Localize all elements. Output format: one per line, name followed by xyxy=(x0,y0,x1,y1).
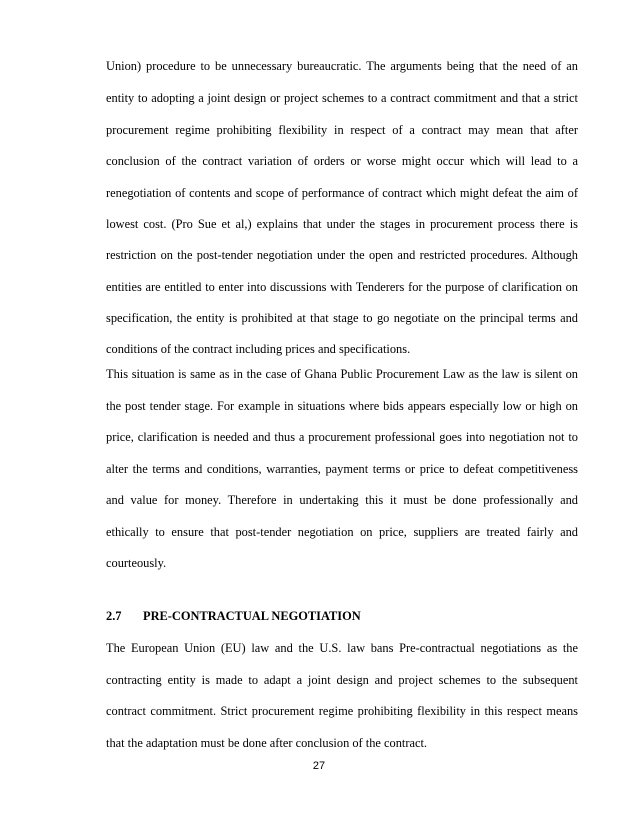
paragraph-1-line-1: Union) procedure to be unnecessary bureaucratic. The arguments being that the need of an xyxy=(106,59,578,73)
paragraph-2-line-1: This situation is same as in the case of Ghana Public Procurement Law as the law is silent on xyxy=(106,367,578,381)
paragraph-2-line-7: courteously. xyxy=(106,556,167,570)
paragraph-1-line-6: lowest cost. (Pro Sue et al,) explains that under the stages in procurement process there is xyxy=(106,217,578,231)
paragraph-2-line-2: the post tender stage. For example in situations where bids appears especially low or high on xyxy=(106,399,578,413)
paragraph-1-line-9: specification, the entity is prohibited at that stage to go negotiate on the principal terms and xyxy=(106,311,578,325)
paragraph-1-line-3: procurement regime prohibiting flexibility in respect of a contract may mean that after xyxy=(106,123,578,137)
paragraph-2-line-3: price, clarification is needed and thus a procurement professional goes into negotiation not to xyxy=(106,430,578,444)
paragraph-1-line-10: conditions of the contract including prices and specifications. xyxy=(106,342,411,356)
page-number: 27 xyxy=(312,760,326,772)
paragraph-2-line-6: ethically to ensure that post-tender negotiation on price, suppliers are treated fairly and xyxy=(106,525,578,539)
paragraph-2-line-4: alter the terms and conditions, warranties, payment terms or price to defeat competitiveness xyxy=(106,462,578,476)
section-title: PRE-CONTRACTUAL NEGOTIATION xyxy=(143,609,361,623)
section-number: 2.7 xyxy=(106,609,122,623)
paragraph-3-line-1: The European Union (EU) law and the U.S. law bans Pre-contractual negotiations as the xyxy=(106,641,578,655)
paragraph-1-line-5: renegotiation of contents and scope of performance of contract which might defeat the aim of xyxy=(106,186,578,200)
paragraph-1-line-8: entities are entitled to enter into discussions with Tenderers for the purpose of clarification on xyxy=(106,280,578,294)
paragraph-3-line-2: contracting entity is made to adapt a joint design and project schemes to the subsequent xyxy=(106,673,578,687)
paragraph-1-line-2: entity to adopting a joint design or project schemes to a contract commitment and that a strict xyxy=(106,91,578,105)
paragraph-3-line-3: contract commitment. Strict procurement regime prohibiting flexibility in this respect means xyxy=(106,704,578,718)
paragraph-1-line-4: conclusion of the contract variation of orders or worse might occur which will lead to a xyxy=(106,154,578,168)
section-heading xyxy=(106,608,578,624)
paragraph-1-line-7: restriction on the post-tender negotiation under the open and restricted procedures. Although xyxy=(106,248,578,262)
paragraph-3-line-4: that the adaptation must be done after conclusion of the contract. xyxy=(106,736,428,750)
paragraph-2-line-5: and value for money. Therefore in undertaking this it must be done professionally and xyxy=(106,493,578,507)
